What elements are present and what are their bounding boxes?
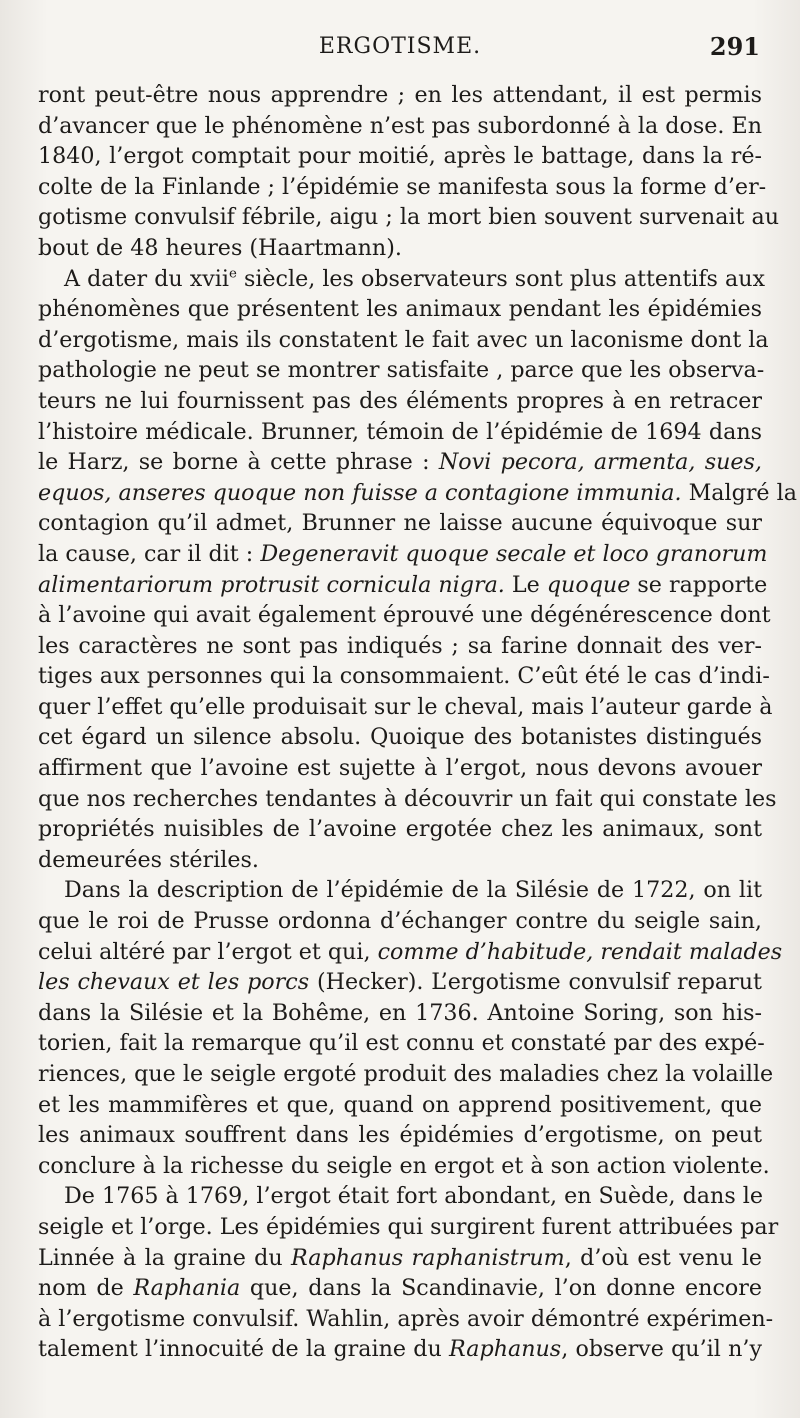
text-line: nom de Raphania que, dans la Scandinavie, l’on donne encore [38,1275,762,1302]
text-line: torien, fait la remarque qu’il est connu et constaté par des expé- [38,1030,765,1057]
text-line: celui altéré par l’ergot et qui, comme d’habitude, rendait malades [38,938,783,965]
text-line: ront peut-être nous apprendre ; en les attendant, il est permis [38,82,762,108]
text-line: demeurées stériles. [38,846,259,873]
text-line: phénomènes que présentent les animaux pendant les épidémies [38,296,762,323]
text-line: d’avancer que le phénomène n’est pas subordonné à la dose. En [38,112,762,139]
text-line: contagion qu’il admet, Brunner ne laisse aucune équivoque sur [38,510,762,537]
text-line: bout de 48 heures (Haartmann). [38,234,402,261]
text-line: colte de la Finlande ; l’épidémie se manifesta sous la forme d’er- [38,173,767,200]
text-line: que le roi de Prusse ordonna d’échanger contre du seigle sain, [38,908,762,935]
text-line: propriétés nuisibles de l’avoine ergotée chez les animaux, sont [38,816,762,843]
text-line: alimentariorum protrusit cornicula nigra. Le quoque se rapporte [38,571,768,598]
text-line: riences, que le seigle ergoté produit des maladies chez la volaille [38,1061,774,1087]
text-line: le Harz, se borne à cette phrase : Novi pecora, armenta, sues, [38,449,762,476]
text-line: teurs ne lui fournissent pas des éléments propres à en retracer [38,387,762,414]
text-line: affirment que l’avoine est sujette à l’ergot, nous devons avouer [38,755,762,782]
running-head: ERGOTISME. [318,34,482,59]
text-line: l’histoire médicale. Brunner, témoin de l’épidémie de 1694 dans [38,418,762,445]
text-line: la cause, car il dit : Degeneravit quoque secale et loco granorum [38,540,768,567]
text-line: equos, anseres quoque non fuisse a contagione immunia. Malgré la [38,479,797,506]
text-line: cet égard un silence absolu. Quoique des botanistes distingués [38,724,762,751]
text-line: les animaux souffrent dans les épidémies d’ergotisme, on peut [38,1122,762,1149]
paragraph [38,264,797,876]
text-line: Linnée à la graine du Raphanus raphanistrum, d’où est venu le [38,1244,762,1271]
page-header [38,28,762,80]
page-number: 291 [709,32,760,61]
text-line: dans la Silésie et la Bohême, en 1736. Antoine Soring, son his- [38,999,762,1026]
text-line: et les mammifères et que, quand on apprend positivement, que [38,1091,762,1118]
paragraph [38,1181,779,1365]
text-line: gotisme convulsif fébrile, aigu ; la mort bien souvent survenait au [38,204,780,231]
paragraph [38,875,783,1181]
paragraph [38,80,780,264]
text-line: à l’avoine qui avait également éprouvé une dégénérescence dont [38,602,771,629]
text-line: les chevaux et les porcs (Hecker). L’ergotisme convulsif reparut [38,969,762,996]
text-line: que nos recherches tendantes à découvrir un fait qui constate les [38,785,777,812]
text-line: les caractères ne sont pas indiqués ; sa farine donnait des ver- [38,632,762,659]
text-line: conclure à la richesse du seigle en ergot et à son action violente. [38,1152,770,1179]
text-line: talement l’innocuité de la graine du Raphanus, observe qu’il n’y [38,1336,762,1363]
text-line: 1840, l’ergot comptait pour moitié, après le battage, dans la ré- [38,143,762,170]
text-line: tiges aux personnes qui la consommaient. C’eût été le cas d’indi- [38,663,770,690]
text-line: pathologie ne peut se montrer satisfaite , parce que les observa- [38,357,765,384]
text-line: Dans la description de l’épidémie de la Silésie de 1722, on lit [64,877,762,904]
body-text [38,80,797,1365]
text-line: d’ergotisme, mais ils constatent le fait avec un laconisme dont la [38,326,769,353]
text-line: De 1765 à 1769, l’ergot était fort abondant, en Suède, dans le [64,1183,763,1210]
text-line: A dater du xvii$^e$ siècle, les observateurs sont plus attentifs aux [64,265,766,292]
text-line: seigle et l’orge. Les épidémies qui surgirent furent attribuées par [38,1213,779,1240]
text-line: quer l’effet qu’elle produisait sur le cheval, mais l’auteur garde à [38,693,773,720]
text-line: à l’ergotisme convulsif. Wahlin, après avoir démontré expérimen- [38,1305,774,1332]
